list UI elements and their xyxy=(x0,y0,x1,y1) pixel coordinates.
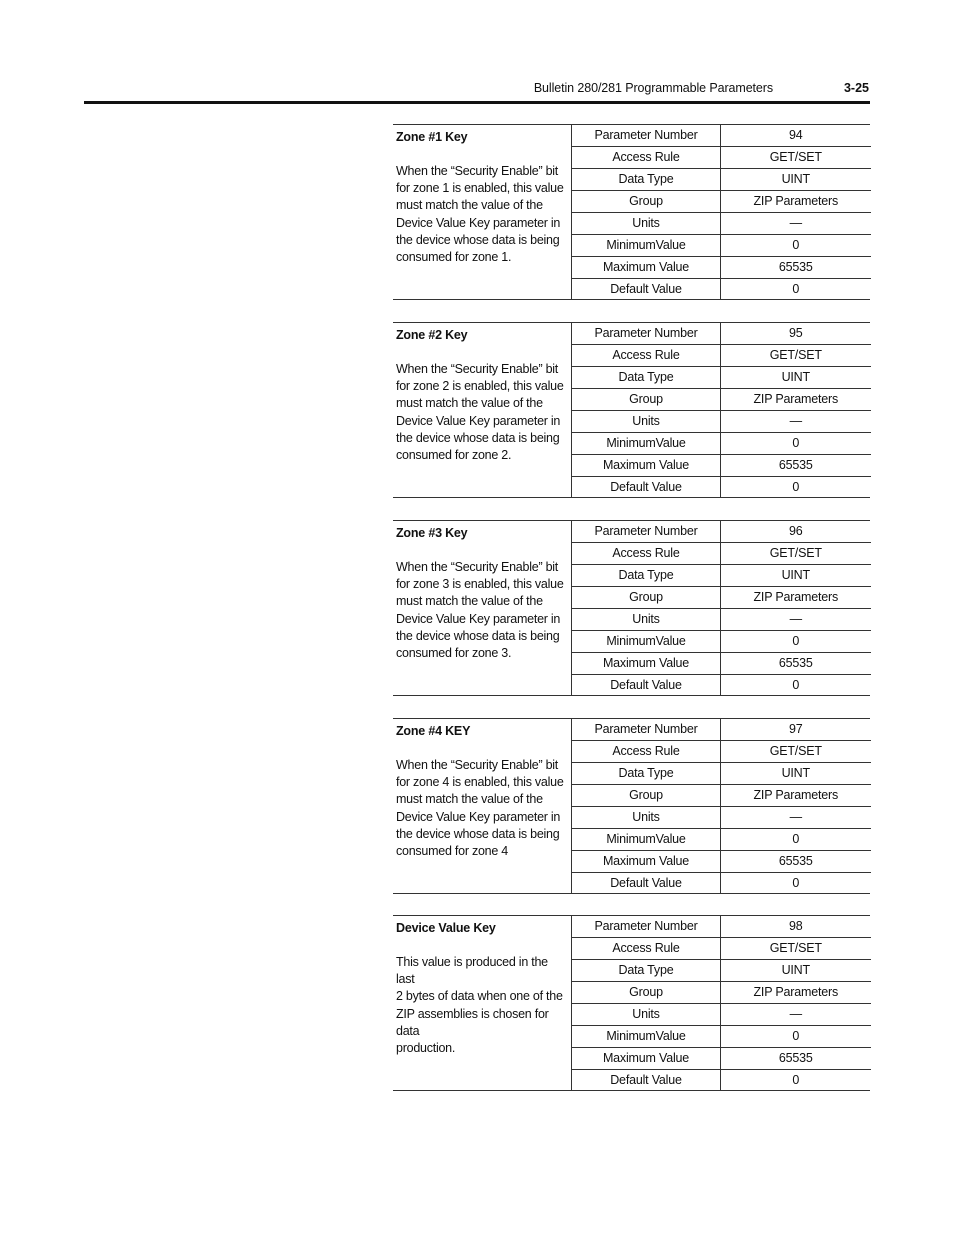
attribute-label: MinimumValue xyxy=(572,630,721,652)
attribute-label: Default Value xyxy=(572,872,721,894)
attribute-value: — xyxy=(721,410,871,432)
attribute-value: 0 xyxy=(721,476,871,498)
attribute-value: UINT xyxy=(721,366,871,388)
table-row xyxy=(572,762,871,784)
attribute-value: 0 xyxy=(721,1025,871,1047)
attribute-label: Parameter Number xyxy=(572,718,721,740)
attribute-value: 0 xyxy=(721,432,871,454)
parameter-block-zone-2-key xyxy=(393,322,870,498)
parameter-title: Zone #4 KEY xyxy=(396,724,471,738)
attribute-value: ZIP Parameters xyxy=(721,388,871,410)
table-row xyxy=(572,476,871,498)
attribute-value: 0 xyxy=(721,828,871,850)
table-row xyxy=(572,454,871,476)
attribute-label: MinimumValue xyxy=(572,234,721,256)
attribute-value: 65535 xyxy=(721,256,871,278)
parameter-description-text: When the “Security Enable” bit for zone 2 is enabled, this value must match the value of the Device Value Key parameter in the device whose data is being consumed for zone 2. xyxy=(396,362,564,463)
parameter-description-text: When the “Security Enable” bit for zone 1 is enabled, this value must match the value of the Device Value Key parameter in the device whose data is being consumed for zone 1. xyxy=(396,164,564,265)
table-row xyxy=(572,915,871,937)
attribute-label: Default Value xyxy=(572,1069,721,1091)
table-row xyxy=(572,168,871,190)
table-row xyxy=(572,322,871,344)
table-row xyxy=(572,542,871,564)
attribute-label: Default Value xyxy=(572,674,721,696)
attribute-label: Access Rule xyxy=(572,542,721,564)
attribute-label: Access Rule xyxy=(572,146,721,168)
attribute-label: Data Type xyxy=(572,366,721,388)
table-row xyxy=(572,850,871,872)
attribute-label: Access Rule xyxy=(572,740,721,762)
attribute-label: Units xyxy=(572,608,721,630)
attribute-value: 0 xyxy=(721,872,871,894)
running-header-title: Bulletin 280/281 Programmable Parameters xyxy=(533,81,773,95)
attribute-label: Maximum Value xyxy=(572,454,721,476)
attribute-value: GET/SET xyxy=(721,542,871,564)
attribute-label: Maximum Value xyxy=(572,256,721,278)
attribute-value: 65535 xyxy=(721,454,871,476)
attribute-value: 0 xyxy=(721,630,871,652)
attribute-value: GET/SET xyxy=(721,344,871,366)
parameter-description-text: When the “Security Enable” bit for zone 4 is enabled, this value must match the value of the Device Value Key parameter in the device whose data is being consumed for zone 4 xyxy=(396,758,564,859)
table-row xyxy=(572,1069,871,1091)
parameter-block-zone-4-key xyxy=(393,718,870,894)
attribute-label: Parameter Number xyxy=(572,124,721,146)
table-row xyxy=(572,1003,871,1025)
parameter-title: Device Value Key xyxy=(396,921,496,935)
attribute-value: 97 xyxy=(788,721,803,736)
attribute-value: 96 xyxy=(788,523,803,538)
table-row xyxy=(572,806,871,828)
attribute-value: 65535 xyxy=(721,652,871,674)
attribute-value: 95 xyxy=(788,325,803,340)
attribute-value: ZIP Parameters xyxy=(721,784,871,806)
attribute-label: Default Value xyxy=(572,278,721,300)
attribute-label: MinimumValue xyxy=(572,1025,721,1047)
parameter-attributes-table xyxy=(571,124,871,300)
attribute-value: 0 xyxy=(721,234,871,256)
table-row xyxy=(572,652,871,674)
table-row xyxy=(572,410,871,432)
parameter-attributes-table xyxy=(571,322,871,498)
attribute-label: Access Rule xyxy=(572,937,721,959)
attribute-label: MinimumValue xyxy=(572,432,721,454)
table-row xyxy=(572,146,871,168)
table-row xyxy=(572,959,871,981)
parameter-title: Zone #3 Key xyxy=(396,526,468,540)
table-row xyxy=(572,234,871,256)
attribute-label: Access Rule xyxy=(572,344,721,366)
attribute-value: ZIP Parameters xyxy=(721,981,871,1003)
table-row xyxy=(572,520,871,542)
table-row xyxy=(572,344,871,366)
table-row xyxy=(572,432,871,454)
table-row xyxy=(572,564,871,586)
table-row xyxy=(572,1047,871,1069)
attribute-label: Units xyxy=(572,1003,721,1025)
attribute-value: — xyxy=(721,806,871,828)
attribute-label: Default Value xyxy=(572,476,721,498)
parameter-description xyxy=(393,719,571,893)
table-row xyxy=(572,1025,871,1047)
attribute-label: Group xyxy=(572,388,721,410)
attribute-value: — xyxy=(721,1003,871,1025)
table-row xyxy=(572,828,871,850)
attribute-label: Units xyxy=(572,410,721,432)
table-row xyxy=(572,872,871,894)
parameter-block-zone-3-key xyxy=(393,520,870,696)
table-row xyxy=(572,366,871,388)
parameter-description-text: This value is produced in the last 2 bytes of data when one of the ZIP assemblies is chosen for data production. xyxy=(396,955,563,1056)
attribute-label: Data Type xyxy=(572,168,721,190)
attribute-label: Data Type xyxy=(572,564,721,586)
parameter-description-text: When the “Security Enable” bit for zone 3 is enabled, this value must match the value of the Device Value Key parameter in the device whose data is being consumed for zone 3. xyxy=(396,560,564,661)
table-row xyxy=(572,190,871,212)
page-header xyxy=(0,0,954,106)
table-row xyxy=(572,674,871,696)
page-number: 3-25 xyxy=(843,81,869,95)
attribute-value: 0 xyxy=(721,278,871,300)
table-row xyxy=(572,937,871,959)
table-row xyxy=(572,256,871,278)
attribute-value: UINT xyxy=(721,762,871,784)
attribute-label: Data Type xyxy=(572,959,721,981)
parameter-attributes-table xyxy=(571,915,871,1091)
header-rule xyxy=(84,101,870,104)
attribute-label: Maximum Value xyxy=(572,850,721,872)
attribute-label: Units xyxy=(572,212,721,234)
attribute-value: 65535 xyxy=(721,850,871,872)
attribute-value: UINT xyxy=(721,168,871,190)
attribute-value: ZIP Parameters xyxy=(721,586,871,608)
table-row xyxy=(572,608,871,630)
parameter-description xyxy=(393,916,571,1090)
table-row xyxy=(572,981,871,1003)
attribute-label: Parameter Number xyxy=(572,520,721,542)
attribute-label: Maximum Value xyxy=(572,1047,721,1069)
attribute-value: 0 xyxy=(721,1069,871,1091)
table-row xyxy=(572,124,871,146)
table-row xyxy=(572,740,871,762)
attribute-label: Group xyxy=(572,981,721,1003)
parameter-block-zone-1-key xyxy=(393,124,870,300)
attribute-value: — xyxy=(721,608,871,630)
attribute-value: 98 xyxy=(788,918,803,933)
attribute-value: 94 xyxy=(788,127,803,142)
attribute-value: UINT xyxy=(721,564,871,586)
table-row xyxy=(572,784,871,806)
parameter-block-device-value-key xyxy=(393,915,870,1091)
attribute-value: GET/SET xyxy=(721,937,871,959)
attribute-value: UINT xyxy=(721,959,871,981)
table-row xyxy=(572,586,871,608)
attribute-label: Maximum Value xyxy=(572,652,721,674)
attribute-label: Parameter Number xyxy=(572,915,721,937)
attribute-label: Parameter Number xyxy=(572,322,721,344)
table-row xyxy=(572,278,871,300)
parameter-attributes-table xyxy=(571,520,871,696)
attribute-label: Data Type xyxy=(572,762,721,784)
table-row xyxy=(572,718,871,740)
parameter-description xyxy=(393,521,571,695)
parameter-title: Zone #1 Key xyxy=(396,130,468,144)
table-row xyxy=(572,388,871,410)
attribute-label: Units xyxy=(572,806,721,828)
parameter-description xyxy=(393,125,571,299)
attribute-value: GET/SET xyxy=(721,740,871,762)
parameter-title: Zone #2 Key xyxy=(396,328,468,342)
parameter-attributes-table xyxy=(571,718,871,894)
attribute-value: ZIP Parameters xyxy=(721,190,871,212)
attribute-label: MinimumValue xyxy=(572,828,721,850)
parameter-description xyxy=(393,323,571,497)
table-row xyxy=(572,630,871,652)
attribute-label: Group xyxy=(572,190,721,212)
attribute-value: GET/SET xyxy=(721,146,871,168)
attribute-label: Group xyxy=(572,784,721,806)
attribute-label: Group xyxy=(572,586,721,608)
attribute-value: 0 xyxy=(721,674,871,696)
attribute-value: 65535 xyxy=(721,1047,871,1069)
attribute-value: — xyxy=(721,212,871,234)
table-row xyxy=(572,212,871,234)
